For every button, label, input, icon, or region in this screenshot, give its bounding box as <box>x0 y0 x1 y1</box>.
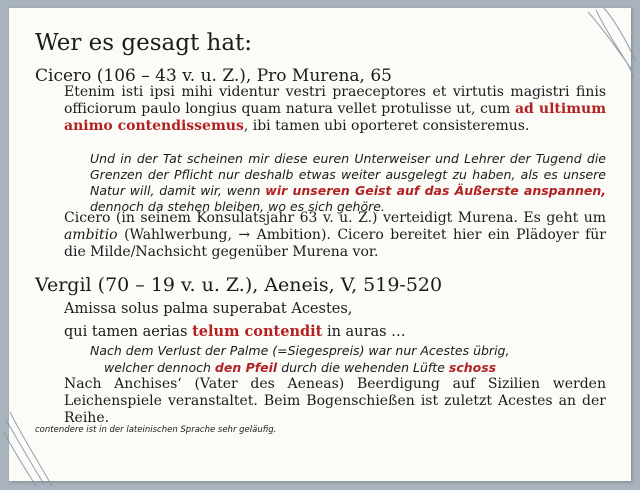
cicero-comment-text-1: Cicero (in seinem Konsulatsjahr 63 v. u. Z.) verteidigt Murena. Es geht um <box>64 210 606 226</box>
cicero-heading: Cicero (106 – 43 v. u. Z.), Pro Murena, 65 <box>35 66 392 86</box>
footnote-word: contendere <box>35 425 84 435</box>
vergil-german-highlight-2: schoss <box>448 360 497 375</box>
vergil-latin-line-1: Amissa solus palma superabat Acestes, <box>64 301 353 317</box>
vergil-german-text-b: durch die wehenden Lüfte <box>281 360 445 375</box>
cicero-comment-text-2: (Wahlwerbung, <box>124 227 232 243</box>
vergil-german-text-a: welcher dennoch <box>104 360 211 375</box>
cicero-comment-text-3: Ambition). Cicero bereitet hier ein Plädoyer für die Milde/Nachsicht gegenüber Murena vor. <box>64 227 606 260</box>
vergil-latin-text-b: in auras … <box>326 324 406 340</box>
vergil-latin-highlight: telum contendit <box>192 323 323 340</box>
cicero-latin-quote <box>64 84 606 135</box>
vergil-german-line-1: Nach dem Verlust der Palme (=Siegespreis) war nur Acestes übrig, <box>90 343 510 358</box>
cicero-german-text-2: dennoch da stehen bleiben, wo es sich gehöre. <box>90 199 385 214</box>
footnote-text: ist in der lateinischen Sprache sehr geläufig. <box>86 425 277 435</box>
vergil-heading: Vergil (70 – 19 v. u. Z.), Aeneis, V, 519-520 <box>35 274 443 296</box>
cicero-german-highlight: wir unseren Geist auf das Äußerste anspannen, <box>265 183 606 198</box>
cicero-german-translation <box>90 151 606 215</box>
vergil-commentary: Nach Anchises‘ (Vater des Aeneas) Beerdigung auf Sizilien werden Leichenspiele veranstaltet. Beim Bogenschießen ist zuletzt Acestes an der Reihe. <box>64 376 606 426</box>
vergil-german-highlight-1: den Pfeil <box>214 360 278 375</box>
cicero-german-text-1: Und in der Tat scheinen mir diese euren Unterweiser und Lehrer der Tugend die Grenzen der Pflicht nur deshalb etwas weiter ausgelegt zu haben, als es unsere Natur will, damit wir, wenn <box>90 151 606 198</box>
cicero-latin-highlight: ad ultimum animo contendissemus <box>64 101 607 134</box>
vergil-german-line-2 <box>104 360 496 376</box>
cicero-comment-ambitio: ambitio <box>64 227 118 243</box>
slide-title: Wer es gesagt hat: <box>35 30 253 56</box>
footnote <box>35 425 276 435</box>
cicero-commentary <box>64 210 606 261</box>
cicero-latin-text-1: Etenim isti ipsi mihi videntur vestri praeceptores et virtutis magistri finis officiorum paulo longius quam natura vellet protulisse ut, cum <box>64 84 606 117</box>
vergil-latin-line-2 <box>64 323 406 341</box>
arrow-right-icon: → <box>238 227 251 243</box>
vergil-latin-text-a: qui tamen aerias <box>64 324 188 340</box>
cicero-latin-text-2: , ibi tamen ubi oporteret consisteremus. <box>243 118 530 134</box>
